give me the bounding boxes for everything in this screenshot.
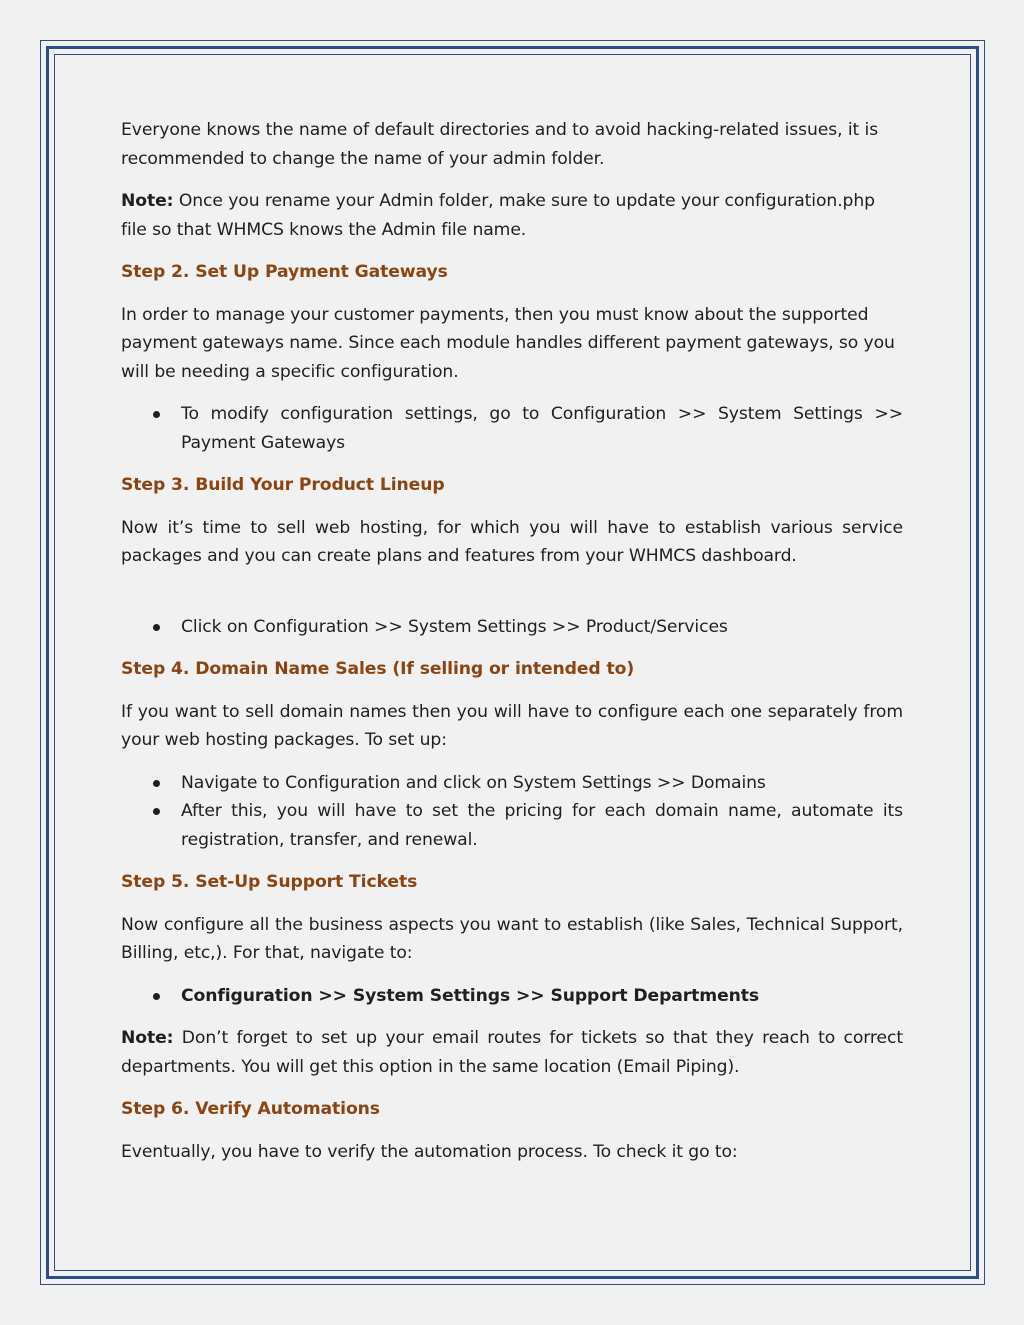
step-6-paragraph: Eventually, you have to verify the automation process. To check it go to: bbox=[121, 1141, 738, 1162]
list-item-text: To modify configuration settings, go to Configuration >> System Settings >> Payment Gateways bbox=[181, 404, 903, 453]
note-email-routes bbox=[121, 1024, 903, 1081]
step-5-paragraph: Now configure all the business aspects you want to establish (like Sales, Technical Support, Billing, etc,). For that, navigate to: bbox=[121, 914, 903, 963]
list-item bbox=[121, 797, 903, 854]
step-2-paragraph: In order to manage your customer payments, then you must know about the supported payment gateways name. Since each module handles different payment gateways, so you will be needing a specific configuration. bbox=[121, 304, 895, 382]
step-4-heading: Step 4. Domain Name Sales (If selling or intended to) bbox=[121, 659, 635, 679]
list-item-text: After this, you will have to set the pricing for each domain name, automate its registration, transfer, and renewal. bbox=[181, 801, 903, 850]
note-text: Once you rename your Admin folder, make sure to update your configuration.php file so that WHMCS knows the Admin file name. bbox=[121, 191, 875, 240]
intro-paragraph: Everyone knows the name of default directories and to avoid hacking-related issues, it is recommended to change the name of your admin folder. bbox=[121, 120, 879, 169]
step-5-list bbox=[121, 982, 903, 1011]
list-item bbox=[121, 982, 903, 1011]
step-6-heading: Step 6. Verify Automations bbox=[121, 1099, 380, 1119]
list-item bbox=[121, 400, 903, 457]
step-5-heading: Step 5. Set-Up Support Tickets bbox=[121, 872, 418, 892]
list-item-text: Click on Configuration >> System Settings >> Product/Services bbox=[181, 616, 728, 637]
note-label: Note: bbox=[121, 191, 174, 211]
blank-line bbox=[121, 585, 903, 613]
step-2-list bbox=[121, 400, 903, 457]
document-body bbox=[121, 116, 903, 1180]
bullet-icon bbox=[153, 624, 160, 631]
note-text: Don’t forget to set up your email routes for tickets so that they reach to correct departments. You will get this option in the same location (Email Piping). bbox=[121, 1028, 903, 1077]
list-item bbox=[121, 769, 903, 798]
bullet-icon bbox=[153, 993, 160, 1000]
bullet-icon bbox=[153, 411, 160, 418]
step-4-list bbox=[121, 769, 903, 855]
list-item-text: Configuration >> System Settings >> Support Departments bbox=[181, 985, 760, 1006]
step-3-list bbox=[121, 613, 903, 642]
note-admin-folder bbox=[121, 187, 903, 244]
list-item-text: Navigate to Configuration and click on System Settings >> Domains bbox=[181, 772, 766, 793]
bullet-icon bbox=[153, 808, 160, 815]
step-2-heading: Step 2. Set Up Payment Gateways bbox=[121, 262, 448, 282]
step-3-heading: Step 3. Build Your Product Lineup bbox=[121, 475, 445, 495]
list-item bbox=[121, 613, 903, 642]
bullet-icon bbox=[153, 780, 160, 787]
step-3-paragraph: Now it’s time to sell web hosting, for which you will have to establish various service packages and you can create plans and features from your WHMCS dashboard. bbox=[121, 517, 903, 566]
step-4-paragraph: If you want to sell domain names then you will have to configure each one separately from your web hosting packages. To set up: bbox=[121, 701, 903, 750]
note-label: Note: bbox=[121, 1028, 174, 1048]
